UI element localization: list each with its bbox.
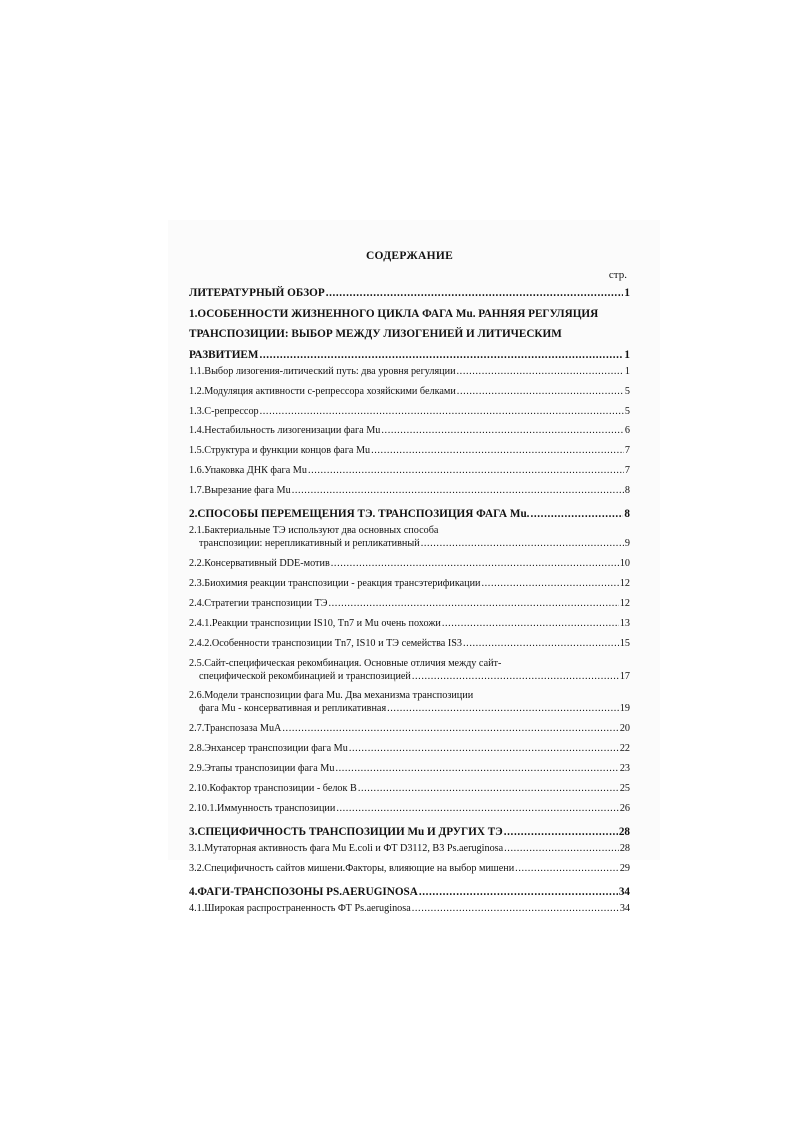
toc-entry-title: 1.2.Модуляция активности с-репрессора хозяйскими белками: [189, 385, 456, 397]
toc-entry-title: транспозиции: нерепликативный и репликативный: [199, 538, 420, 550]
toc-entry-title: 4.ФАГИ-ТРАНСПОЗОНЫ PS.AERUGINOSA: [189, 885, 418, 898]
toc-entry: [189, 742, 630, 755]
dot-leader: [329, 597, 619, 610]
toc-entry-row: [189, 862, 630, 875]
toc-entry-title: 3.1.Мутаторная активность фага Mu E.coli и ФТ D3112, B3 Ps.aeruginosa: [189, 843, 504, 855]
dot-leader: [358, 782, 619, 795]
toc-entry-title: специфической рекомбинацией и транспозицией: [199, 670, 411, 682]
toc-entry-row: [189, 670, 630, 683]
toc-entry-page-number: 9: [624, 538, 630, 550]
toc-entry-page-number: 23: [619, 763, 630, 775]
dot-leader: [381, 424, 624, 437]
toc-entry-title: 2.10.1.Иммунность транспозиции: [189, 802, 336, 814]
toc-entry-row: [189, 283, 630, 303]
toc-entry-page-number: 15: [619, 637, 630, 649]
toc-entry: [189, 782, 630, 795]
toc-entry: [189, 689, 630, 715]
toc-entry: [189, 822, 630, 842]
toc-entry: [189, 597, 630, 610]
toc-entry-page-number: 1: [624, 365, 630, 377]
dot-leader: [515, 862, 619, 875]
toc-entry-line: 2.6.Модели транспозиции фага Mu. Два механизма транспозиции: [189, 690, 474, 702]
toc-entry: [189, 862, 630, 875]
toc-entry-row: [189, 597, 630, 610]
toc-entry: [189, 444, 630, 457]
toc-entry-line: 1.ОСОБЕННОСТИ ЖИЗНЕННОГО ЦИКЛА ФАГА Mu. РАННЯЯ РЕГУЛЯЦИЯ: [189, 308, 599, 321]
dot-leader: [331, 557, 619, 570]
dot-leader: [387, 702, 619, 715]
dot-leader: [442, 617, 619, 630]
toc-entry: [189, 842, 630, 855]
dot-leader: [349, 742, 619, 755]
toc-entry-row: [189, 882, 630, 902]
toc-entry-page-number: 5: [624, 405, 630, 417]
toc-entry-title: 2.7.Транспозаза MuA: [189, 723, 282, 735]
dot-leader: [504, 842, 619, 855]
toc-entry-title: 1.1.Выбор лизогения-литический путь: два уровня регуляции: [189, 365, 456, 377]
toc-entry-page-number: 28: [618, 825, 630, 838]
dot-leader: [260, 405, 624, 418]
dot-leader: [282, 722, 618, 735]
toc-entry: [189, 577, 630, 590]
toc-entry-page-number: 34: [618, 885, 630, 898]
toc-entry: [189, 504, 630, 524]
toc-entry: [189, 304, 630, 365]
toc-entry-title: 1.5.Структура и функции концов фага Mu: [189, 445, 371, 457]
toc-entry-page-number: 22: [619, 743, 630, 755]
toc-entry-row: [189, 464, 630, 477]
toc-entry: [189, 405, 630, 418]
dot-leader: [412, 902, 619, 915]
toc-entry-page-number: 28: [619, 843, 630, 855]
table-of-contents: [189, 245, 630, 922]
toc-entry-title: 2.4.2.Особенности транспозиции Tn7, IS10 и ТЭ семейства IS3: [189, 637, 463, 649]
toc-entry-row: [189, 557, 630, 570]
toc-entry-title: 4.1.Широкая распространенность ФТ Ps.aeruginosa: [189, 903, 411, 915]
toc-entry-page-number: 8: [624, 508, 630, 521]
dot-leader: [371, 444, 624, 457]
toc-entry-title: РАЗВИТИЕМ: [189, 348, 259, 361]
toc-entry-line: 2.1.Бактериальные ТЭ используют два основных способа: [189, 525, 439, 537]
toc-entries: [189, 283, 630, 915]
toc-entry: [189, 424, 630, 437]
toc-entry-page-number: 34: [619, 903, 630, 915]
toc-entry: [189, 464, 630, 477]
toc-entry: [189, 557, 630, 570]
dot-leader: [457, 365, 624, 378]
dot-leader: [335, 762, 618, 775]
dot-leader: [482, 577, 619, 590]
toc-entry-row: [189, 762, 630, 775]
toc-entry-title: 2.СПОСОБЫ ПЕРЕМЕЩЕНИЯ ТЭ. ТРАНСПОЗИЦИЯ ФАГА Mu.: [189, 508, 530, 521]
toc-entry: [189, 484, 630, 497]
toc-entry-page-number: 25: [619, 783, 630, 795]
dot-leader: [530, 504, 623, 524]
toc-entry-row: [189, 577, 630, 590]
toc-entry-title: 2.2.Консервативный DDE-мотив: [189, 558, 330, 570]
toc-entry-row: [189, 424, 630, 437]
toc-entry-row: [189, 902, 630, 915]
toc-entry-row: [189, 782, 630, 795]
toc-entry-row: [189, 444, 630, 457]
toc-entry-line: ТРАНСПОЗИЦИИ: ВЫБОР МЕЖДУ ЛИЗОГЕНИЕЙ И ЛИТИЧЕСКИМ: [189, 328, 562, 341]
toc-entry: [189, 802, 630, 815]
toc-entry-title: 2.4.1.Реакции транспозиции IS10, Tn7 и Mu очень похожи: [189, 617, 441, 629]
toc-entry-row: [189, 405, 630, 418]
toc-entry-row: [189, 484, 630, 497]
toc-entry-title: 1.3.С-репрессор: [189, 405, 259, 417]
toc-entry-row: [189, 385, 630, 398]
toc-entry-row: [189, 742, 630, 755]
dot-leader: [419, 882, 618, 902]
toc-entry-title: фага Mu - консервативная и репликативная: [199, 703, 387, 715]
toc-entry-row: [189, 537, 630, 550]
toc-entry: [189, 902, 630, 915]
toc-entry: [189, 524, 630, 550]
toc-entry-title: 2.9.Этапы транспозиции фага Mu: [189, 763, 335, 775]
toc-entry-title: 1.7.Вырезание фага Mu: [189, 485, 291, 497]
toc-entry-page-number: 10: [619, 558, 630, 570]
toc-entry-page-number: 19: [619, 703, 630, 715]
toc-entry: [189, 283, 630, 303]
toc-entry-page-number: 7: [624, 465, 630, 477]
toc-entry-page-number: 12: [619, 597, 630, 609]
toc-entry-row: [189, 842, 630, 855]
toc-entry-page-number: 8: [624, 485, 630, 497]
toc-entry-line: 2.5.Сайт-специфическая рекомбинация. Основные отличия между сайт-: [189, 657, 502, 669]
toc-entry: [189, 657, 630, 683]
dot-leader: [326, 283, 624, 303]
toc-entry-row: [189, 617, 630, 630]
toc-entry-row: [189, 504, 630, 524]
toc-entry-page-number: 1: [624, 348, 630, 361]
toc-entry-page-number: 26: [619, 802, 630, 814]
toc-entry: [189, 365, 630, 378]
toc-entry-title: 2.3.Биохимия реакции транспозиции - реакция трансэтерификации: [189, 578, 481, 590]
dot-leader: [412, 670, 619, 683]
toc-entry-row: [189, 802, 630, 815]
toc-entry-page-number: 13: [619, 617, 630, 629]
toc-entry-page-number: 29: [619, 862, 630, 874]
toc-entry-row: [189, 637, 630, 650]
toc-entry-page-number: 20: [619, 723, 630, 735]
toc-entry-page-number: 1: [624, 287, 630, 299]
dot-leader: [457, 385, 624, 398]
page-column-header: стр.: [608, 269, 627, 281]
dot-leader: [421, 537, 624, 550]
toc-entry-title: 3.2.Специфичность сайтов мишени.Факторы, влияющие на выбор мишени: [189, 862, 515, 874]
toc-entry: [189, 617, 630, 630]
toc-title: СОДЕРЖАНИЕ: [365, 250, 454, 262]
toc-entry: [189, 762, 630, 775]
toc-entry-page-number: 6: [624, 425, 630, 437]
toc-entry-page-number: 7: [624, 445, 630, 457]
dot-leader: [504, 822, 618, 842]
dot-leader: [463, 637, 619, 650]
toc-entry-row: [189, 702, 630, 715]
toc-entry-title: 2.4.Стратегии транспозиции ТЭ: [189, 597, 328, 609]
toc-entry-page-number: 12: [619, 578, 630, 590]
toc-entry: [189, 385, 630, 398]
toc-entry-row: [189, 345, 630, 365]
toc-entry: [189, 637, 630, 650]
toc-entry-row: [189, 365, 630, 378]
dot-leader: [308, 464, 624, 477]
toc-entry-title: 2.10.Кофактор транспозиции - белок B: [189, 783, 357, 795]
toc-entry-page-number: 17: [619, 670, 630, 682]
toc-entry-row: [189, 722, 630, 735]
toc-entry-page-number: 5: [624, 385, 630, 397]
toc-entry: [189, 722, 630, 735]
toc-entry-title: 1.6.Упаковка ДНК фага Mu: [189, 465, 307, 477]
toc-entry-title: 2.8.Энхансер транспозиции фага Mu: [189, 743, 348, 755]
toc-entry-title: ЛИТЕРАТУРНЫЙ ОБЗОР: [189, 287, 325, 299]
dot-leader: [292, 484, 624, 497]
toc-entry-row: [189, 822, 630, 842]
dot-leader: [259, 345, 623, 365]
toc-entry-title: 3.СПЕЦИФИЧНОСТЬ ТРАНСПОЗИЦИИ Mu И ДРУГИХ ТЭ: [189, 825, 503, 838]
dot-leader: [336, 802, 618, 815]
toc-entry: [189, 882, 630, 902]
toc-entry-title: 1.4.Нестабильность лизогенизации фага Mu: [189, 425, 381, 437]
